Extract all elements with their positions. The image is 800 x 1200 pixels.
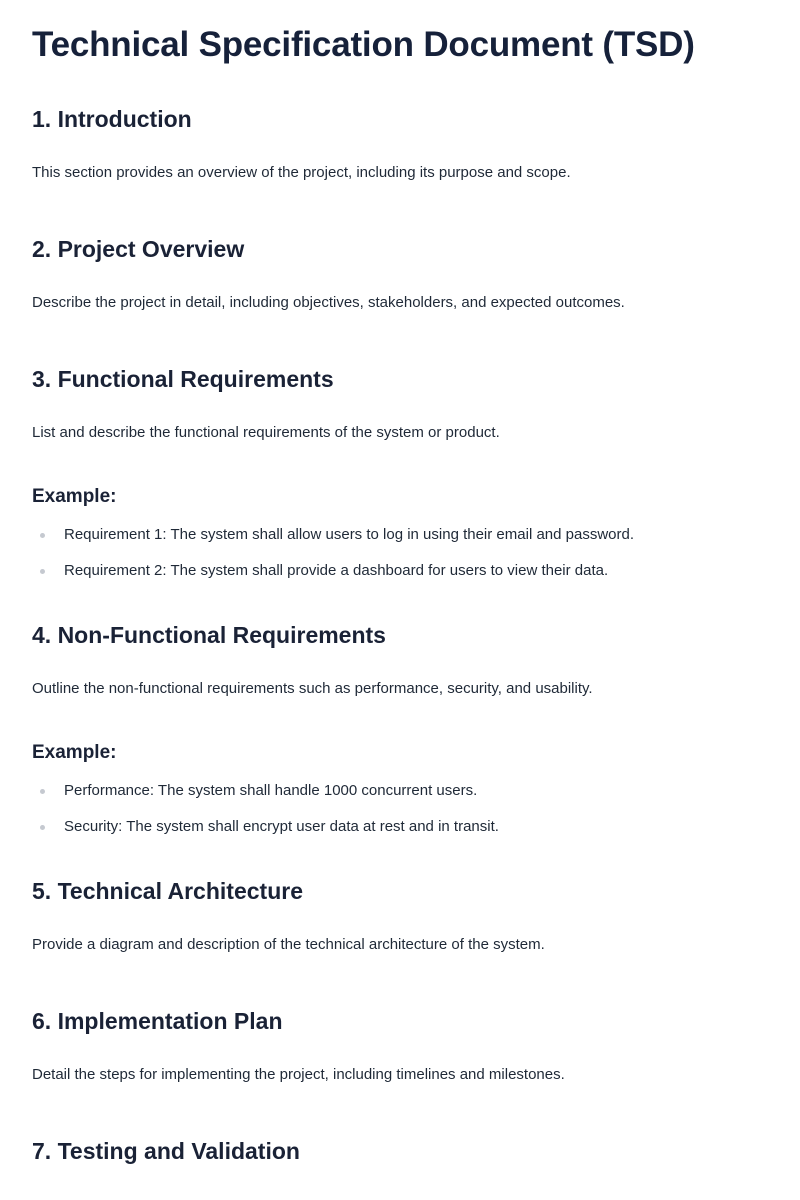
bullet-icon [40, 533, 45, 538]
document-title: Technical Specification Document (TSD) [32, 25, 695, 64]
section-implementation-plan [32, 1006, 768, 1086]
section-text: Provide a diagram and description of the technical architecture of the system. [32, 936, 545, 953]
section-text: Detail the steps for implementing the project, including timelines and milestones. [32, 1066, 565, 1083]
section-technical-architecture [32, 876, 768, 956]
section-heading: 3. Functional Requirements [32, 366, 334, 392]
section-non-functional-requirements [32, 620, 768, 838]
section-text: This section provides an overview of the project, including its purpose and scope. [32, 164, 571, 181]
list-item [32, 524, 768, 546]
section-functional-requirements [32, 364, 768, 582]
section-heading: 2. Project Overview [32, 236, 245, 262]
list-item-text: Requirement 1: The system shall allow users to log in using their email and password. [64, 526, 634, 543]
section-testing-validation [32, 1136, 768, 1166]
example-heading: Example: [32, 742, 117, 763]
section-project-overview [32, 234, 768, 314]
bullet-icon [40, 569, 45, 574]
example-list [32, 780, 768, 838]
section-introduction [32, 104, 768, 184]
bullet-icon [40, 789, 45, 794]
section-heading: 4. Non-Functional Requirements [32, 622, 386, 648]
list-item-text: Security: The system shall encrypt user data at rest and in transit. [64, 818, 499, 835]
section-text: Describe the project in detail, including objectives, stakeholders, and expected outcomes. [32, 294, 625, 311]
list-item [32, 560, 768, 582]
section-heading: 1. Introduction [32, 106, 192, 132]
example-heading: Example: [32, 486, 117, 507]
section-text: Outline the non-functional requirements such as performance, security, and usability. [32, 680, 593, 697]
section-heading: 7. Testing and Validation [32, 1138, 300, 1164]
section-heading: 6. Implementation Plan [32, 1008, 283, 1034]
list-item [32, 816, 768, 838]
list-item-text: Requirement 2: The system shall provide a dashboard for users to view their data. [64, 562, 609, 579]
section-heading: 5. Technical Architecture [32, 878, 303, 904]
list-item-text: Performance: The system shall handle 1000 concurrent users. [64, 782, 478, 799]
section-text: List and describe the functional requirements of the system or product. [32, 424, 500, 441]
example-list [32, 524, 768, 582]
list-item [32, 780, 768, 802]
bullet-icon [40, 825, 45, 830]
